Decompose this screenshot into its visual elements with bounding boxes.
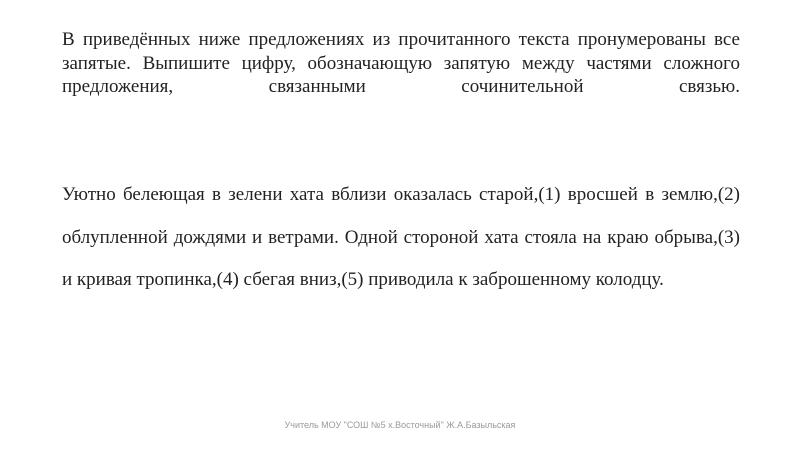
task-instruction: В приведённых ниже предложениях из прочитанного текста пронумерованы все запятые. Выпишите цифру, обозначающую запятую между частями сложного предложения, связанными сочинительной связью. [62,29,740,97]
slide-footer: Учитель МОУ "СОШ №5 х.Восточный" Ж.А.Базыльская [284,420,516,430]
text-passage: Уютно белеющая в зелени хата вблизи оказалась старой,(1) вросшей в землю,(2) облупленной дождями и ветрами. Одной стороной хата стояла на краю обрыва,(3) и кривая тропинка,(4) сбегая вниз,(5) приводила к заброшенному колодцу. [62,184,740,290]
